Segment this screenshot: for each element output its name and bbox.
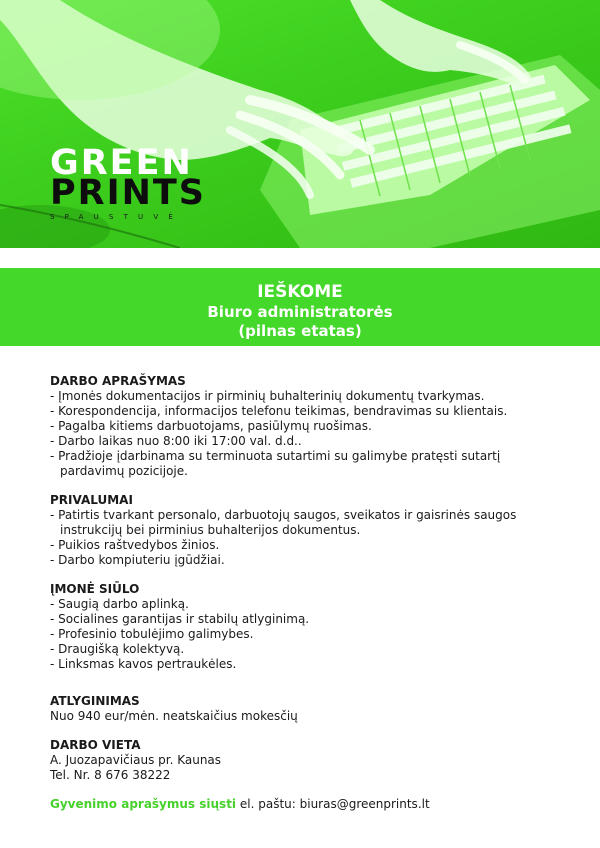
list-item: - Patirtis tvarkant personalo, darbuotojų saugos, sveikatos ir gaisrinės saugos instrukcijų bei pirminius buhalterijos dokumentus. — [50, 508, 560, 538]
section-title: DARBO VIETA — [50, 738, 141, 752]
logo-text-green: GREEN — [50, 143, 193, 183]
section-title: ATLYGINIMAS — [50, 694, 140, 708]
address-text: A. Juozapavičiaus pr. Kaunas — [50, 753, 222, 767]
section-job-description — [50, 374, 560, 479]
section-title: ĮMONĖ SIŪLO — [50, 582, 140, 596]
list-item: - Linksmas kavos pertraukėles. — [50, 657, 560, 672]
list-item: - Puikios raštvedybos žinios. — [50, 538, 560, 553]
list-item: - Pagalba kitiems darbuotojams, pasiūlymų ruošimas. — [50, 419, 560, 434]
list-item: - Darbo laikas nuo 8:00 iki 17:00 val. d.d.. — [50, 434, 560, 449]
list-item: - Korespondencija, informacijos telefonu teikimas, bendravimas su klientais. — [50, 404, 560, 419]
banner-position: Biuro administratorės — [207, 303, 393, 321]
logo-text-prints: PRINTS — [50, 173, 206, 213]
list-item: - Įmonės dokumentacijos ir pirminių buhalterinių dokumentų tvarkymas. — [50, 389, 560, 404]
salary-text: Nuo 940 eur/mėn. neatskaičius mokesčių — [50, 709, 298, 723]
list-item: - Profesinio tobulėjimo galimybes. — [50, 627, 560, 642]
email-text: el. paštu: biuras@greenprints.lt — [239, 797, 430, 811]
phone-text: Tel. Nr. 8 676 38222 — [50, 768, 171, 782]
section-requirements — [50, 493, 560, 568]
section-work-location — [50, 738, 560, 783]
list-item: - Darbo kompiuteriu įgūdžiai. — [50, 553, 560, 568]
job-details — [50, 374, 560, 812]
banner-title: IEŠKOME — [257, 282, 343, 302]
list-item: - Pradžioje įdarbinama su terminuota sutartimi su galimybe pratęsti sutartį pardavimų pozicijoje. — [50, 449, 560, 479]
list-item: - Saugią darbo aplinką. — [50, 597, 560, 612]
company-logo — [50, 143, 210, 221]
section-title: DARBO APRAŠYMAS — [50, 374, 186, 388]
logo-tagline: SPAUSTUVĖ — [50, 213, 183, 221]
banner-employment-type: (pilnas etatas) — [238, 322, 362, 340]
description-list — [50, 389, 560, 479]
list-item: - Draugišką kolektyvą. — [50, 642, 560, 657]
offer-list — [50, 597, 560, 672]
cta-text: Gyvenimo aprašymus siųsti — [50, 797, 237, 811]
job-banner — [0, 268, 600, 346]
requirements-list — [50, 508, 560, 568]
list-item: - Socialines garantijas ir stabilų atlyginimą. — [50, 612, 560, 627]
section-salary — [50, 694, 560, 724]
section-company-offers — [50, 582, 560, 672]
section-title: PRIVALUMAI — [50, 493, 133, 507]
application-instructions — [50, 797, 560, 812]
hero-image — [0, 0, 600, 248]
